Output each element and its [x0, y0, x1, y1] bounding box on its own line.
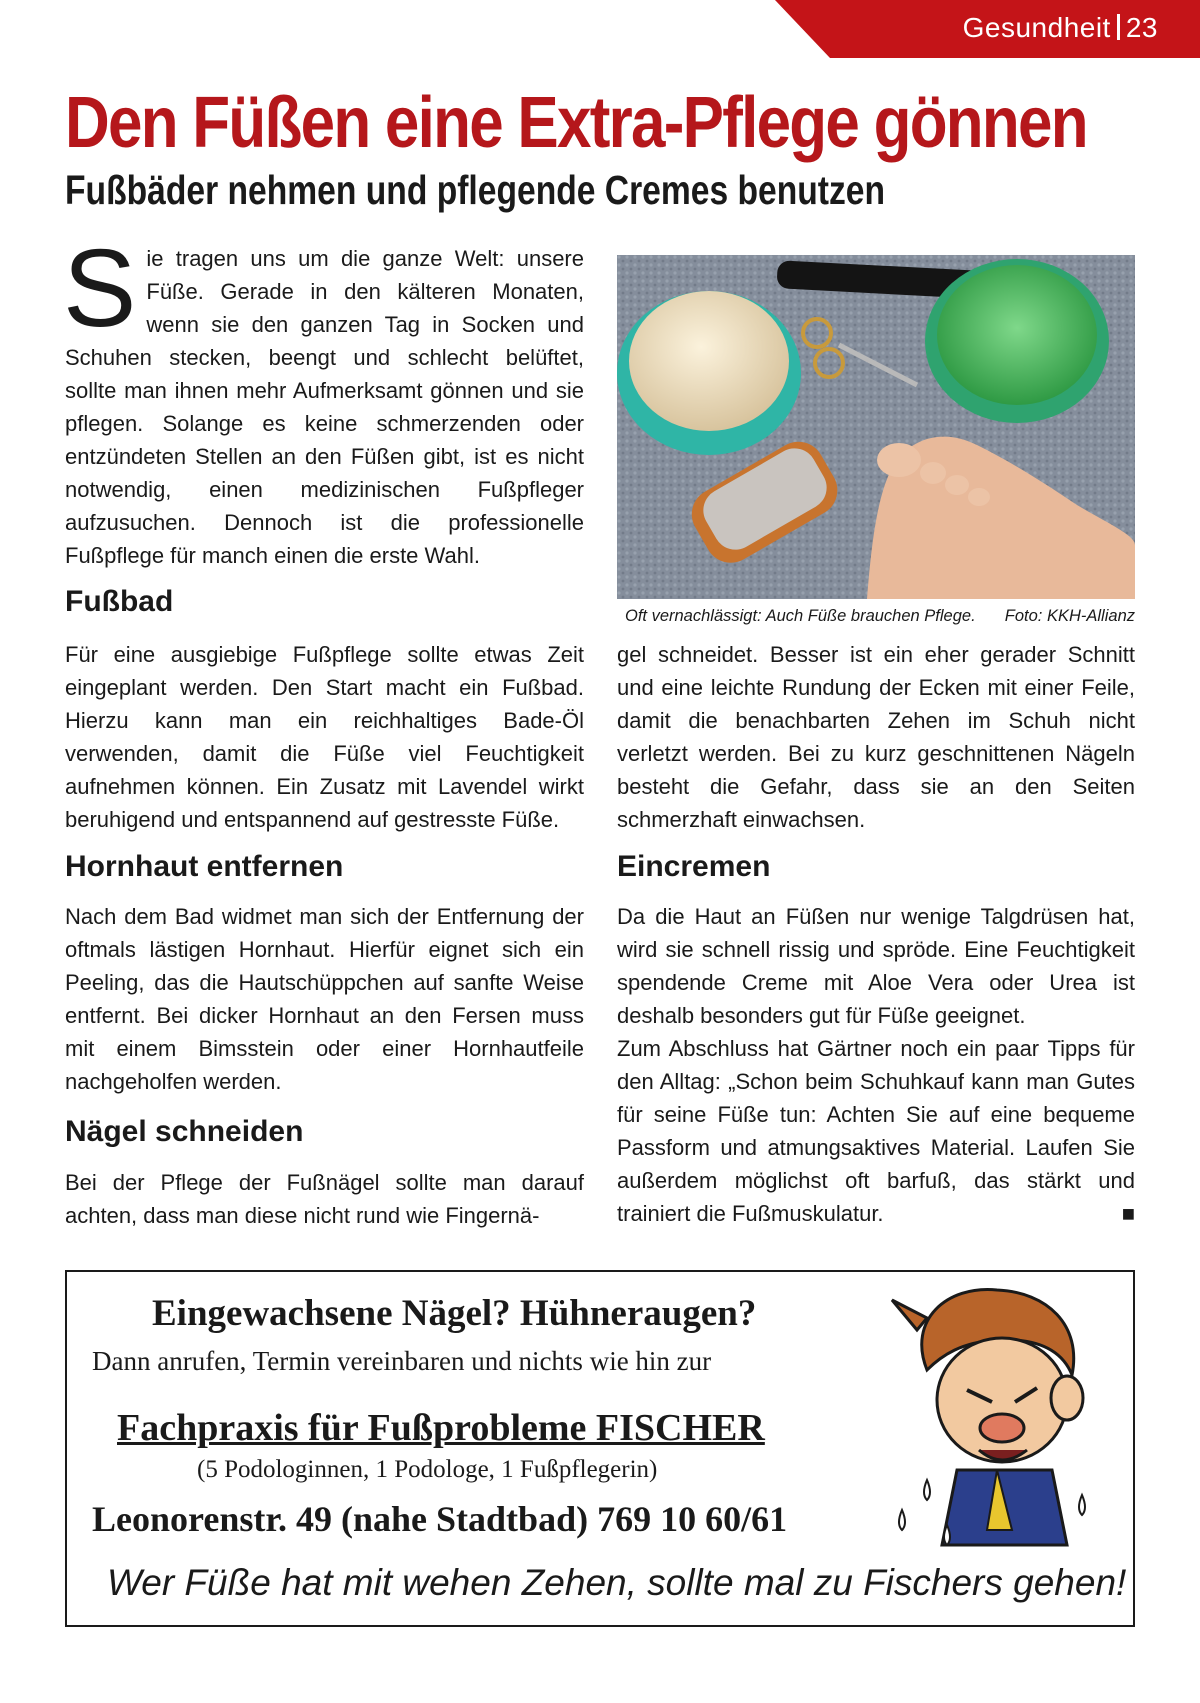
- heading-eincremen: Eincremen: [617, 850, 771, 883]
- ad-staff: (5 Podologinnen, 1 Podologe, 1 Fußpflegerin): [197, 1456, 658, 1483]
- ad-headline: Eingewachsene Nägel? Hühneraugen?: [152, 1293, 757, 1334]
- article-headline: Den Füßen eine Extra-Pflege gönnen: [65, 83, 1087, 163]
- advertisement-box: [65, 1270, 1135, 1627]
- section-header: [963, 12, 1158, 44]
- paragraph-eincremen: [617, 900, 1135, 1230]
- paragraph-hornhaut: Nach dem Bad widmet man sich der Entfernung der oftmals lästigen Hornhaut. Hierfür eignet sich ein Peeling, das die Hautschüppchen auf sanfte Weise entfernt. Bei dicker Hornhaut an den Fersen muss mit einem Bimsstein oder einer Hornhautfeile nachgeholfen werden.: [65, 904, 584, 1094]
- paragraph-naegel-continued: gel schneidet. Besser ist ein eher gerader Schnitt und eine leichte Rundung der Ecken mit einer Feile, damit die benachbarten Zehen im Schuh nicht verletzt werden. Bei zu kurz geschnittenen Nägeln besteht die Gefahr, dass sie an den Seiten schmerzhaft einwachsen.: [617, 642, 1135, 832]
- photo-caption: [617, 607, 1135, 626]
- ad-callout: Dann anrufen, Termin vereinbaren und nichts wie hin zur: [92, 1346, 712, 1376]
- intro-paragraph: [63, 227, 584, 572]
- ad-address-phone: Leonorenstr. 49 (nahe Stadtbad) 769 10 60/61: [92, 1499, 788, 1539]
- article-subheadline: Fußbäder nehmen und pflegende Cremes benutzen: [65, 167, 886, 213]
- paragraph-fussbad: Für eine ausgiebige Fußpflege sollte etwas Zeit eingeplant werden. Den Start macht ein Fußbad. Hierzu kann man ein reichhaltiges Bade-Öl verwenden, damit die Füße viel Feuchtigkeit aufnehmen können. Ein Zusatz mit Lavendel wirkt beruhigend und entspannend auf gestresste Füße.: [65, 642, 584, 832]
- heading-fussbad: Fußbad: [65, 585, 174, 618]
- heading-naegel: Nägel schneiden: [65, 1115, 304, 1148]
- ad-practice-name: Fachpraxis für Fußprobleme FISCHER: [117, 1407, 765, 1449]
- end-mark: ■: [1121, 1201, 1135, 1226]
- crying-cartoon-icon: [887, 1280, 1107, 1550]
- heading-hornhaut: Hornhaut entfernen: [65, 850, 344, 883]
- dropcap: S: [63, 227, 137, 350]
- foot-care-photo: [617, 255, 1135, 599]
- foot-care-photo-illustration: [617, 255, 1135, 599]
- ad-slogan: Wer Füße hat mit wehen Zehen, sollte mal zu Fischers gehen!: [107, 1562, 1127, 1603]
- header-separator: [1117, 14, 1120, 40]
- intro-text: ie tragen uns um die ganze Welt: unsere Füße. Gerade in den kälteren Monaten, wenn sie den ganzen Tag in Socken und Schuhen stecken, beengt und schlecht belüftet, sollte man ihnen mehr Aufmerksamt gönnen und sie pflegen. Solange es keine schmerzenden oder entzündeten Stellen an den Füßen gibt, ist es nicht notwendig, einen medizinischen Fußpfleger aufzusuchen. Dennoch ist die professionelle Fußpflege für manch einen die erste Wahl.: [65, 246, 584, 568]
- section-name: Gesundheit: [962, 12, 1111, 43]
- eincremen-tips-text: Zum Abschluss hat Gärtner noch ein paar Tipps für den Alltag: „Schon beim Schuhkauf kann man Gutes für seine Füße tun: Achten Sie auf eine bequeme Passform und atmungsaktives Material. Laufen Sie außerdem möglichst oft barfuß, das stärkt und trainiert die Fußmuskulatur.: [617, 1036, 1135, 1226]
- photo-credit: Foto: KKH-Allianz: [1004, 607, 1135, 625]
- paragraph-naegel: Bei der Pflege der Fußnägel sollte man darauf achten, dass man diese nicht rund wie Fingernä-: [65, 1170, 584, 1228]
- caption-text: Oft vernachlässigt: Auch Füße brauchen Pflege.: [625, 607, 976, 625]
- eincremen-tips: [617, 1032, 1135, 1230]
- page-number: 23: [1125, 12, 1158, 43]
- eincremen-text: Da die Haut an Füßen nur wenige Talgdrüsen hat, wird sie schnell rissig und spröde. Eine Feuchtigkeit spendende Creme mit Aloe Vera oder Urea ist deshalb besonders gut für Füße geeignet.: [617, 904, 1135, 1028]
